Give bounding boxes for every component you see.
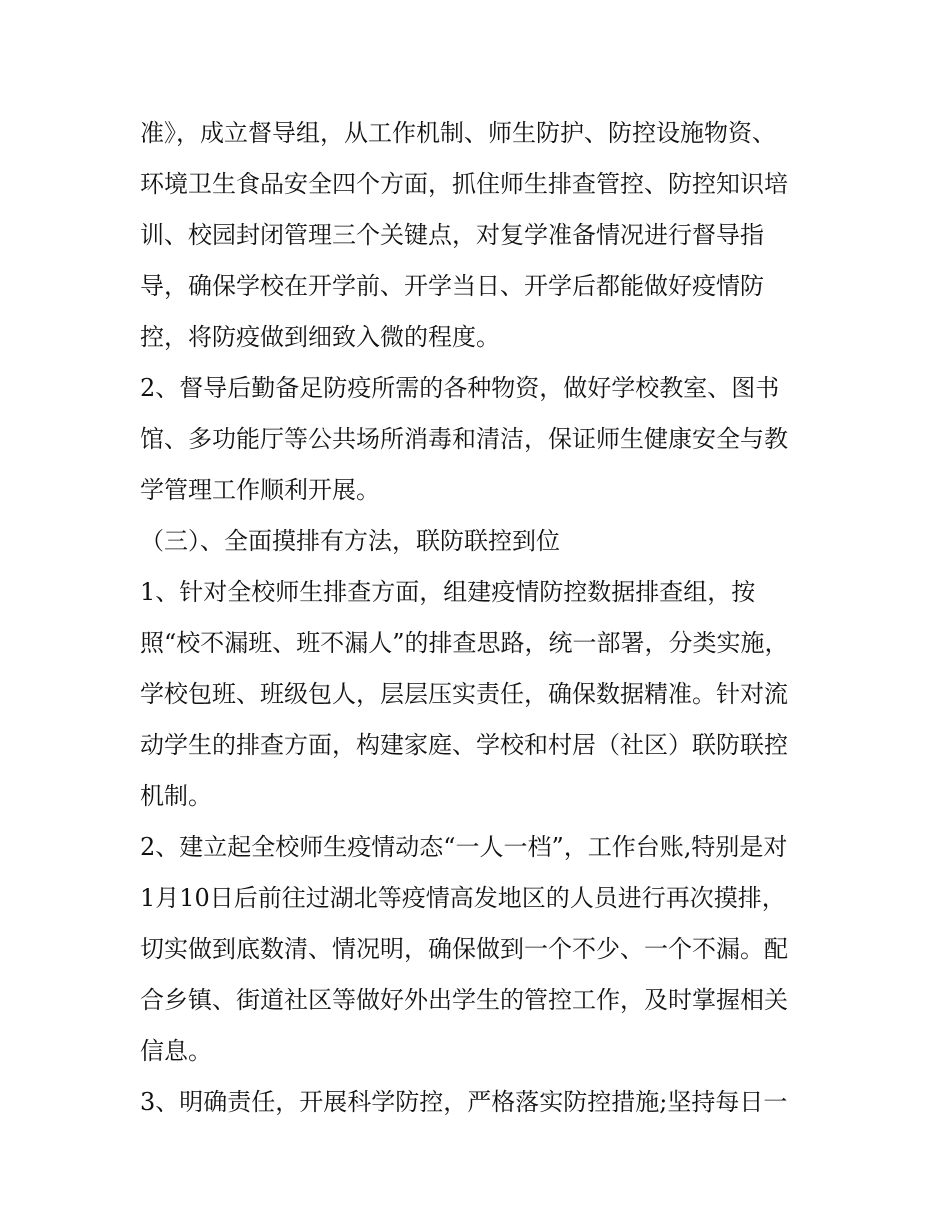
text-line: 动学生的排查方面，构建家庭、学校和村居（社区）联防联控: [140, 731, 788, 759]
document-body: [140, 108, 820, 1128]
text-line: 学校包班、班级包人，层层压实责任，确保数据精准。针对流: [140, 680, 788, 708]
text-line: 切实做到底数清、情况明，确保做到一个不少、一个不漏。配: [140, 935, 788, 963]
text-line: 准》，成立督导组，从工作机制、师生防护、防控设施物资、: [140, 119, 776, 147]
text-line: 信息。: [140, 1037, 212, 1065]
text-line: 照“校不漏班、班不漏人”的排查思路，统一部署，分类实施，: [140, 629, 789, 657]
text-line: 训、校园封闭管理三个关键点，对复学准备情况进行督导指: [140, 221, 764, 249]
text-line: 馆、多功能厅等公共场所消毒和清洁，保证师生健康安全与教: [140, 425, 788, 453]
text-line: 机制。: [140, 782, 212, 810]
text-line: 2、建立起全校师生疫情动态“一人一档”，工作台账,特别是对: [140, 833, 788, 861]
text-line: 控，将防疫做到细致入微的程度。: [140, 323, 500, 351]
text-line: 环境卫生食品安全四个方面，抓住师生排查管控、防控知识培: [140, 170, 788, 198]
text-line: 3、明确责任，开展科学防控，严格落实防控措施;坚持每日一: [140, 1088, 788, 1116]
text-line: 2、督导后勤备足防疫所需的各种物资，做好学校教室、图书: [140, 374, 780, 402]
text-line: 1月10日后前往过湖北等疫情高发地区的人员进行再次摸排，: [140, 884, 786, 912]
text-line: 1、针对全校师生排查方面，组建疫情防控数据排查组，按: [140, 578, 756, 606]
section-heading: （三）、全面摸排有方法，联防联控到位: [140, 527, 560, 555]
text-line: 导，确保学校在开学前、开学当日、开学后都能做好疫情防: [140, 272, 764, 300]
text-line: 合乡镇、街道社区等做好外出学生的管控工作，及时掌握相关: [140, 986, 788, 1014]
text-line: 学管理工作顺利开展。: [140, 476, 380, 504]
